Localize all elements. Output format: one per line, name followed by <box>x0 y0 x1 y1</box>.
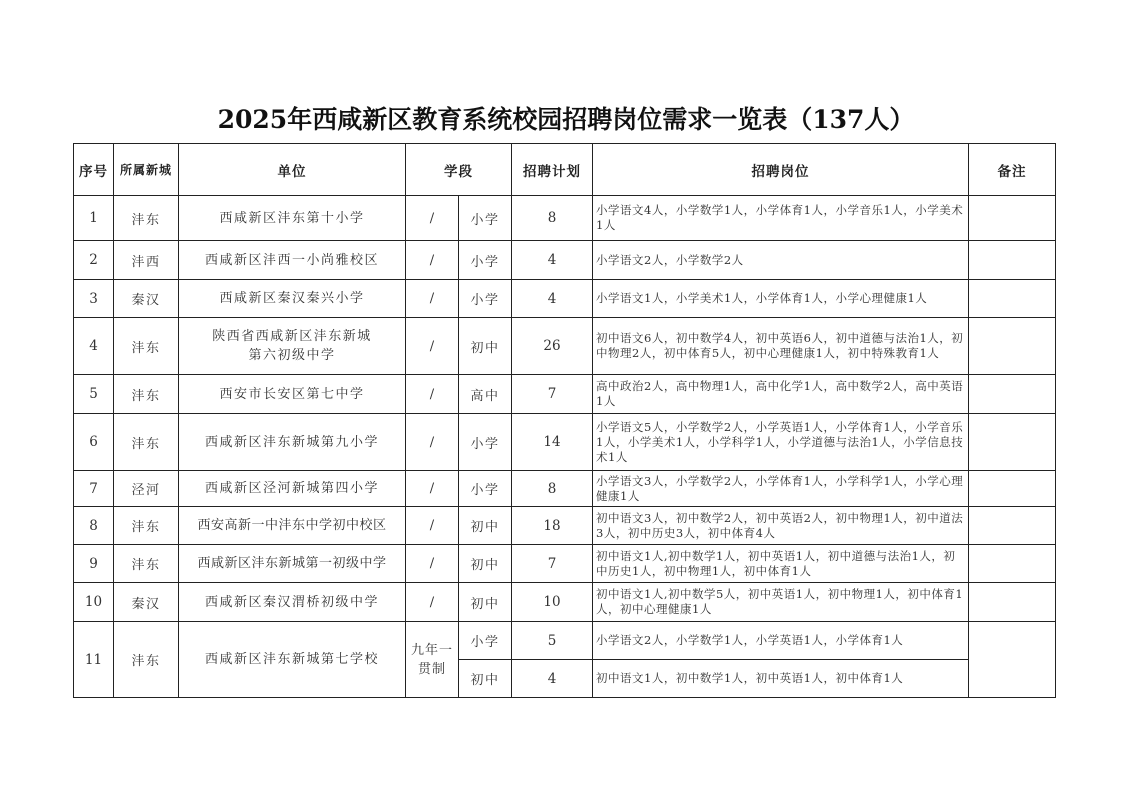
cell-stage: 小学 <box>459 622 512 660</box>
cell-unit: 西咸新区秦汉渭桥初级中学 <box>179 583 406 622</box>
cell-unit: 西咸新区沣东新城第七学校 <box>179 622 406 698</box>
cell-seq: 11 <box>74 622 114 698</box>
cell-type: / <box>406 507 459 545</box>
cell-remarks <box>969 583 1056 622</box>
cell-seq: 5 <box>74 375 114 414</box>
cell-positions: 小学语文2人，小学数学2人 <box>593 241 969 280</box>
table-row <box>74 471 1056 507</box>
cell-stage: 小学 <box>459 196 512 241</box>
table-row <box>74 375 1056 414</box>
cell-seq: 9 <box>74 545 114 583</box>
cell-type: / <box>406 196 459 241</box>
cell-city: 沣东 <box>114 414 179 471</box>
cell-stage: 小学 <box>459 471 512 507</box>
header-city: 所属新城 <box>114 144 179 196</box>
cell-positions: 小学语文2人，小学数学1人，小学英语1人，小学体育1人 <box>593 622 969 660</box>
cell-type: / <box>406 545 459 583</box>
cell-unit: 西安高新一中沣东中学初中校区 <box>179 507 406 545</box>
cell-seq: 7 <box>74 471 114 507</box>
cell-stage: 小学 <box>459 241 512 280</box>
cell-remarks <box>969 471 1056 507</box>
cell-city: 沣东 <box>114 622 179 698</box>
cell-positions: 小学语文5人，小学数学2人，小学英语1人，小学体育1人，小学音乐1人，小学美术1人，小学科学1人，小学道德与法治1人，小学信息技术1人 <box>593 414 969 471</box>
cell-unit: 西咸新区沣东新城第九小学 <box>179 414 406 471</box>
cell-seq: 4 <box>74 318 114 375</box>
cell-remarks <box>969 545 1056 583</box>
cell-city: 沣东 <box>114 318 179 375</box>
cell-plan: 10 <box>512 583 593 622</box>
cell-positions: 高中政治2人，高中物理1人，高中化学1人，高中数学2人，高中英语1人 <box>593 375 969 414</box>
cell-seq: 1 <box>74 196 114 241</box>
cell-seq: 8 <box>74 507 114 545</box>
cell-positions: 初中语文3人，初中数学2人，初中英语2人，初中物理1人，初中道法3人，初中历史3人，初中体育4人 <box>593 507 969 545</box>
cell-city: 沣东 <box>114 196 179 241</box>
cell-remarks <box>969 375 1056 414</box>
cell-plan: 18 <box>512 507 593 545</box>
cell-unit: 西咸新区沣西一小尚雅校区 <box>179 241 406 280</box>
cell-stage: 小学 <box>459 280 512 318</box>
cell-remarks <box>969 507 1056 545</box>
cell-stage: 高中 <box>459 375 512 414</box>
cell-type: / <box>406 471 459 507</box>
cell-unit: 西咸新区泾河新城第四小学 <box>179 471 406 507</box>
cell-stage: 小学 <box>459 414 512 471</box>
cell-unit: 西安市长安区第七中学 <box>179 375 406 414</box>
table-row <box>74 196 1056 241</box>
cell-positions: 初中语文6人，初中数学4人，初中英语6人，初中道德与法治1人，初中物理2人，初中体育5人，初中心理健康1人，初中特殊教育1人 <box>593 318 969 375</box>
cell-type: / <box>406 280 459 318</box>
cell-remarks <box>969 241 1056 280</box>
table-row <box>74 318 1056 375</box>
table-row <box>74 622 1056 660</box>
cell-city: 沣东 <box>114 545 179 583</box>
cell-type: / <box>406 414 459 471</box>
header-remarks: 备注 <box>969 144 1056 196</box>
cell-positions: 小学语文1人，小学美术1人，小学体育1人，小学心理健康1人 <box>593 280 969 318</box>
cell-city: 沣东 <box>114 507 179 545</box>
page-title: 2025年西咸新区教育系统校园招聘岗位需求一览表（137人） <box>217 105 915 134</box>
cell-plan: 8 <box>512 196 593 241</box>
cell-city: 沣西 <box>114 241 179 280</box>
cell-city: 秦汉 <box>114 280 179 318</box>
cell-stage: 初中 <box>459 583 512 622</box>
cell-positions: 小学语文3人，小学数学2人，小学体育1人，小学科学1人，小学心理健康1人 <box>593 471 969 507</box>
cell-seq: 10 <box>74 583 114 622</box>
header-unit: 单位 <box>179 144 406 196</box>
cell-remarks <box>969 196 1056 241</box>
cell-seq: 3 <box>74 280 114 318</box>
cell-plan: 7 <box>512 545 593 583</box>
recruitment-table <box>73 143 1056 698</box>
cell-stage: 初中 <box>459 545 512 583</box>
table-row <box>74 280 1056 318</box>
cell-stage: 初中 <box>459 318 512 375</box>
cell-seq: 6 <box>74 414 114 471</box>
cell-positions: 初中语文1人,初中数学5人，初中英语1人，初中物理1人，初中体育1人，初中心理健康1人 <box>593 583 969 622</box>
cell-remarks <box>969 280 1056 318</box>
cell-unit: 陕西省西咸新区沣东新城第六初级中学 <box>179 318 406 375</box>
cell-type: / <box>406 583 459 622</box>
cell-unit: 西咸新区沣东新城第一初级中学 <box>179 545 406 583</box>
cell-type: 九年一贯制 <box>406 622 459 698</box>
cell-remarks <box>969 622 1056 698</box>
cell-type: / <box>406 375 459 414</box>
table-row <box>74 583 1056 622</box>
cell-remarks <box>969 414 1056 471</box>
cell-plan: 26 <box>512 318 593 375</box>
header-plan: 招聘计划 <box>512 144 593 196</box>
cell-stage: 初中 <box>459 507 512 545</box>
cell-plan: 5 <box>512 622 593 660</box>
cell-remarks <box>969 318 1056 375</box>
header-positions: 招聘岗位 <box>593 144 969 196</box>
cell-city: 秦汉 <box>114 583 179 622</box>
cell-type: / <box>406 241 459 280</box>
cell-plan: 8 <box>512 471 593 507</box>
header-stage: 学段 <box>406 144 512 196</box>
cell-plan: 4 <box>512 241 593 280</box>
cell-positions: 初中语文1人，初中数学1人，初中英语1人，初中体育1人 <box>593 660 969 698</box>
table-row <box>74 545 1056 583</box>
cell-plan: 7 <box>512 375 593 414</box>
table-row <box>74 241 1056 280</box>
cell-unit: 西咸新区沣东第十小学 <box>179 196 406 241</box>
cell-seq: 2 <box>74 241 114 280</box>
table-row <box>74 507 1056 545</box>
cell-plan: 14 <box>512 414 593 471</box>
cell-plan: 4 <box>512 280 593 318</box>
cell-plan: 4 <box>512 660 593 698</box>
table-header-row <box>74 144 1056 196</box>
cell-positions: 初中语文1人,初中数学1人，初中英语1人，初中道德与法治1人，初中历史1人，初中物理1人，初中体育1人 <box>593 545 969 583</box>
cell-city: 泾河 <box>114 471 179 507</box>
cell-type: / <box>406 318 459 375</box>
table-row <box>74 414 1056 471</box>
cell-positions: 小学语文4人，小学数学1人，小学体育1人，小学音乐1人，小学美术1人 <box>593 196 969 241</box>
cell-stage: 初中 <box>459 660 512 698</box>
cell-city: 沣东 <box>114 375 179 414</box>
cell-unit: 西咸新区秦汉秦兴小学 <box>179 280 406 318</box>
header-seq: 序号 <box>74 144 114 196</box>
